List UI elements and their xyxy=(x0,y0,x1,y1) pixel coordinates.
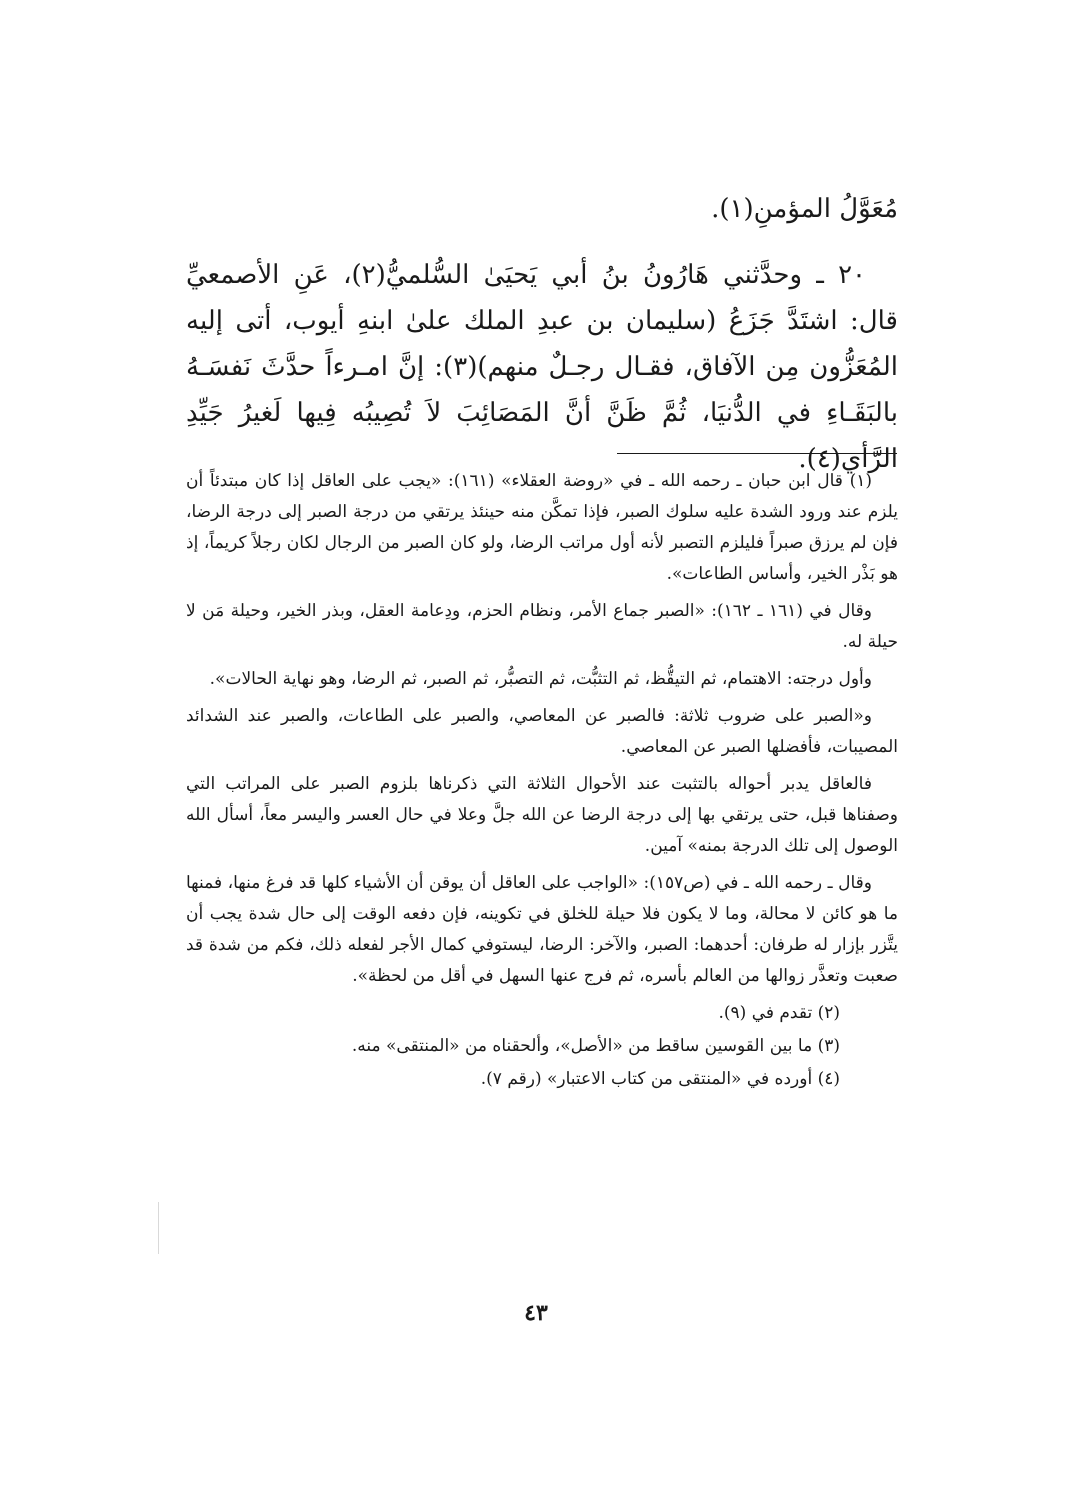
footnote-1-cont-2: وأول درجته: الاهتمام، ثم التيقُّظ، ثم التثبُّت، ثم التصبُّر، ثم الصبر، ثم الرضا، وهو نهاية الحالات». xyxy=(209,669,872,689)
continuation-line: مُعَوَّلُ المؤمنِ(١). xyxy=(711,194,898,224)
footnote-1-cont-4: فالعاقل يدبر أحواله بالتثبت عند الأحوال الثلاثة التي ذكرناها بلزوم الصبر على المراتب التي وصفناها قبل، حتى يرتقي بها إلى درجة الرضا عن الله جلَّ وعلا في حال العسر واليسر معاً، أسأل الله الوصول إلى تلك الدرجة بمنه» آمين. xyxy=(186,774,898,856)
footnote-divider xyxy=(617,453,897,454)
footnote-1: (١) قال ابن حبان ـ رحمه الله ـ في «روضة العقلاء» (١٦١): «يجب على العاقل إذا كان مبتدئاً أن يلزم عند ورود الشدة عليه سلوك الصبر، فإذا تمكَّن منه حينئذ يرتقي من درجة الصبر إلى درجة الرضا، فإن لم يرزق صبراً فليلزم التصبر لأنه أول مراتب الرضا، ولو كان الصبر من الرجال لكان رجلاً كريماً، إذ هو بَذْر الخير، وأساس الطاعات». xyxy=(186,471,898,584)
footnote-2: (٢) تقدم في (٩). xyxy=(718,1003,840,1023)
footnote-1-cont-5: وقال ـ رحمه الله ـ في (ص١٥٧): «الواجب على العاقل أن يوقن أن الأشياء كلها قد فرغ منها، فمنها ما هو كائن لا محالة، وما لا يكون فلا حيلة للخلق في تكوينه، فإن دفعه الوقت إلى حال شدة يجب أن يتَّزر بإزار له طرفان: أحدهما: الصبر، والآخر: الرضا، ليستوفي كمال الأجر لفعله ذلك، فكم من شدة قد صعبت وتعذَّر زوالها من العالم بأسره، ثم فرج عنها السهل في أقل من لحظة». xyxy=(186,873,898,986)
footnote-3: (٣) ما بين القوسين ساقط من «الأصل»، وألحقناه من «المنتقى» منه. xyxy=(351,1036,840,1056)
footnote-4: (٤) أورده في «المنتقى من كتاب الاعتبار» (رقم ٧). xyxy=(480,1069,840,1089)
paragraph-20: ٢٠ ـ وحدَّثني هَارُونُ بنُ أبي يَحيَىٰ السُّلميُّ(٢)، عَنِ الأصمعيِّ قال: اشتَدَّ جَزَعُ (سليمان بن عبدِ الملك علىٰ ابنهِ أيوب، أتى إليه المُعَزُّون مِن الآفاق، فقـال رجـلٌ منهم)(٣): إنَّ امـرءاً حدَّثَ نَفسَـهُ بالبَقَـاءِ في الدُّنيَا، ثُمَّ ظَنَّ أنَّ المَصَائِبَ لاَ تُصِيبُه فِيها لَغيرُ جَيِّدِ الرَّأي(٤). xyxy=(186,260,898,474)
footnotes xyxy=(186,466,898,1097)
footnote-1-cont-3: و«الصبر على ضروب ثلاثة: فالصبر عن المعاصي، والصبر على الطاعات، والصبر عند الشدائد المصيبات، فأفضلها الصبر عن المعاصي. xyxy=(186,706,898,757)
scan-artifact-line xyxy=(158,1202,159,1254)
page-number: ٤٣ xyxy=(524,1300,548,1326)
footnote-1-cont-1: وقال في (١٦١ ـ ١٦٢): «الصبر جماع الأمر، ونظام الحزم، ودِعامة العقل، وبذر الخير، وحيلة مَن لا حيلة له. xyxy=(186,601,898,652)
main-text xyxy=(186,186,898,482)
